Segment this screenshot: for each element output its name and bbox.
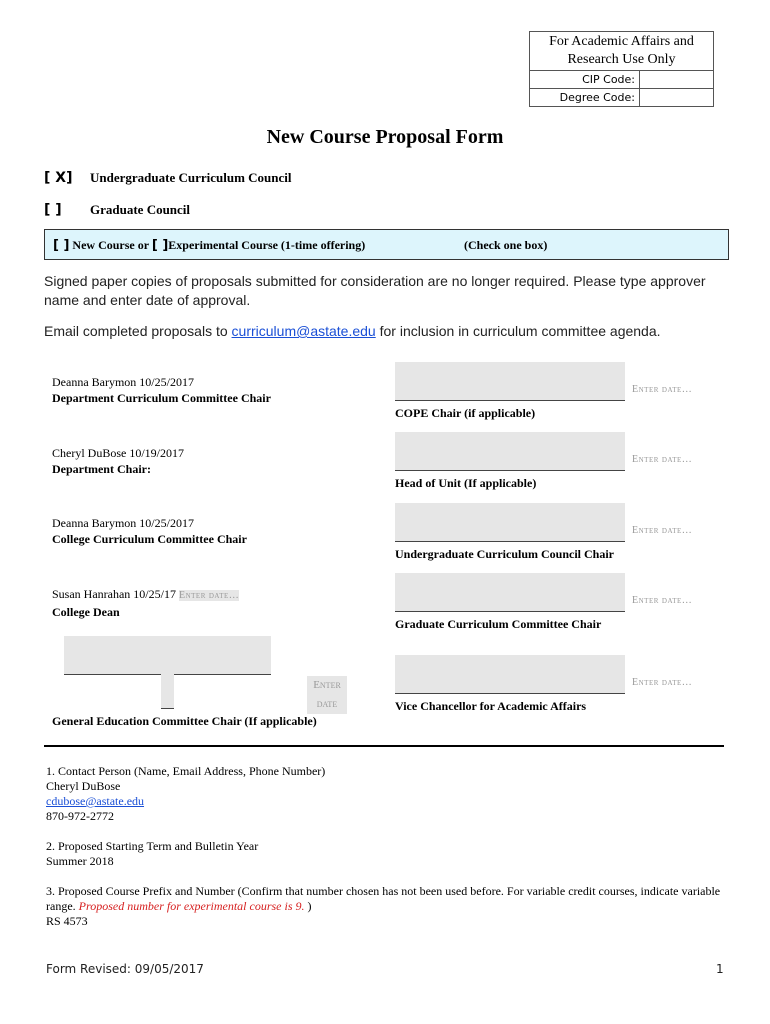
approver-role: College Curriculum Committee Chair: [52, 532, 247, 546]
ucc-date-field[interactable]: Enter date…: [632, 525, 693, 536]
section-heading: 1. Contact Person (Name, Email Address, Phone Number): [46, 764, 326, 778]
signature-college-curriculum-chair: [52, 515, 247, 547]
vice-chancellor-date-field[interactable]: Enter date…: [632, 677, 693, 688]
new-course-label: New Course or: [72, 238, 149, 252]
cip-code-field[interactable]: [640, 71, 713, 88]
approver-name[interactable]: Cheryl DuBose 10/19/2017: [52, 446, 184, 460]
new-course-checkbox[interactable]: [ ]: [53, 238, 70, 253]
curriculum-email-link[interactable]: curriculum@astate.edu: [231, 323, 376, 339]
page-number: 1: [716, 962, 724, 976]
contact-phone[interactable]: 870-972-2772: [46, 809, 114, 823]
approver-name[interactable]: Deanna Barymon 10/25/2017: [52, 375, 194, 389]
section-heading: 3. Proposed Course Prefix and Number (Confirm that number chosen has not been used before. For variable credit courses, indicate variable range.: [46, 884, 721, 913]
admin-use-title: For Academic Affairs and Research Use Only: [530, 32, 713, 71]
contact-email-link[interactable]: cdubose@astate.edu: [46, 794, 145, 808]
dean-date-field[interactable]: Enter date…: [178, 590, 240, 601]
signature-field[interactable]: [395, 503, 625, 542]
cip-code-label: CIP Code:: [530, 71, 640, 88]
instructions-paragraph: Signed paper copies of proposals submitted for consideration are no longer required. Please type approver name and enter date of approval.: [44, 273, 706, 308]
approver-role: Vice Chancellor for Academic Affairs: [395, 699, 587, 713]
signature-field[interactable]: [395, 362, 625, 401]
approver-role: Graduate Curriculum Committee Chair: [395, 617, 602, 631]
section-course-prefix: [46, 884, 726, 929]
signature-grad-curriculum-chair: [395, 573, 625, 632]
section-divider: [44, 745, 724, 747]
signature-dept-chair: [52, 445, 184, 477]
council-undergraduate: [44, 170, 292, 186]
degree-code-field[interactable]: [640, 89, 713, 106]
gened-chair-name-field[interactable]: [161, 674, 174, 709]
signature-field[interactable]: [395, 573, 625, 612]
signature-vice-chancellor: [395, 655, 625, 714]
form-title: New Course Proposal Form: [266, 126, 504, 148]
head-of-unit-date-field[interactable]: Enter date…: [632, 454, 693, 465]
gened-chair-role: General Education Committee Chair (If applicable): [52, 714, 317, 728]
approver-role: Undergraduate Curriculum Council Chair: [395, 547, 614, 561]
signature-head-of-unit: [395, 432, 625, 491]
signature-field[interactable]: [395, 655, 625, 694]
gened-chair-date-field[interactable]: [307, 676, 347, 714]
course-prefix-value[interactable]: RS 4573: [46, 914, 88, 928]
experimental-course-checkbox[interactable]: [ ]: [151, 238, 169, 253]
contact-name[interactable]: Cheryl DuBose: [46, 779, 121, 793]
cip-code-row: [530, 71, 713, 88]
gened-date-line1: Enter: [313, 679, 341, 691]
grad-date-field[interactable]: Enter date…: [632, 595, 693, 606]
signature-cope-chair: [395, 362, 625, 421]
approver-role: COPE Chair (if applicable): [395, 406, 536, 420]
approver-role: Department Chair:: [52, 462, 151, 476]
gened-date-line2: date: [316, 698, 338, 710]
cope-date-field[interactable]: Enter date…: [632, 384, 693, 395]
council-graduate-checkbox[interactable]: [ ]: [44, 202, 62, 218]
gened-chair-signature-field[interactable]: [64, 636, 271, 675]
approver-name[interactable]: Deanna Barymon 10/25/2017: [52, 516, 194, 530]
council-graduate: [44, 202, 190, 218]
approver-name[interactable]: Susan Hanrahan 10/25/17: [52, 587, 176, 601]
degree-code-label: Degree Code:: [530, 89, 640, 106]
form-revised-date: Form Revised: 09/05/2017: [46, 962, 204, 976]
degree-code-row: [530, 88, 713, 106]
approver-role: Department Curriculum Committee Chair: [52, 391, 271, 405]
email-suffix: for inclusion in curriculum committee agenda.: [375, 323, 661, 339]
section-heading-close: ): [304, 899, 312, 913]
section-contact-person: [46, 764, 726, 824]
email-prefix: Email completed proposals to: [44, 323, 232, 339]
section-heading: 2. Proposed Starting Term and Bulletin Year: [46, 839, 259, 853]
approver-role: College Dean: [52, 605, 120, 619]
course-type-box: [44, 229, 729, 260]
section-starting-term: [46, 839, 726, 869]
starting-term-value[interactable]: Summer 2018: [46, 854, 114, 868]
council-graduate-label: Graduate Council: [90, 202, 191, 217]
council-undergraduate-checkbox[interactable]: [ X]: [44, 170, 73, 186]
admin-use-box: [529, 31, 714, 107]
signature-college-dean: [52, 586, 239, 620]
council-undergraduate-label: Undergraduate Curriculum Council: [90, 170, 292, 185]
signature-field[interactable]: [395, 432, 625, 471]
check-one-hint: (Check one box): [464, 238, 548, 252]
experimental-course-label: Experimental Course (1-time offering): [168, 238, 366, 252]
signature-dept-curriculum-chair: [52, 374, 271, 406]
approver-role: Head of Unit (If applicable): [395, 476, 537, 490]
experimental-number-note: Proposed number for experimental course is 9.: [78, 899, 305, 913]
signature-ucc-chair: [395, 503, 625, 562]
email-instructions: [44, 322, 724, 341]
